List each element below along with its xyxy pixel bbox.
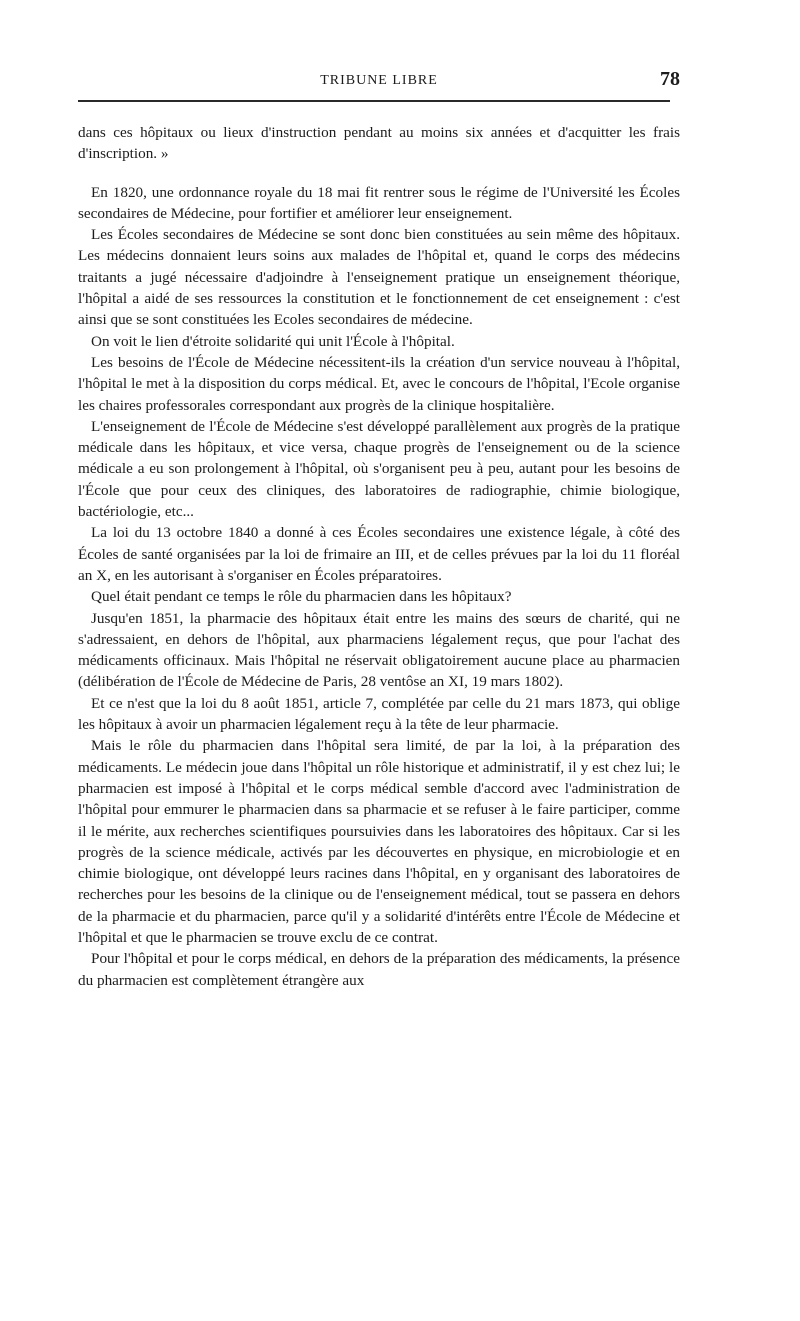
paragraph: Et ce n'est que la loi du 8 août 1851, article 7, complétée par celle du 21 mars 1873, qui oblige les hôpitaux à avoir un pharmacien légalement reçu à la tête de leur pharmacie. (78, 694, 680, 734)
body-text (78, 122, 680, 991)
paragraph: Quel était pendant ce temps le rôle du pharmacien dans les hôpitaux? (91, 588, 512, 606)
page-header (78, 64, 680, 94)
paragraph: La loi du 13 octobre 1840 a donné à ces Écoles secondaires une existence légale, à côté des Écoles de santé organisées par la loi de frimaire an III, et de celles prévues par la loi du 11 floréal an X, en les autorisant à s'organiser en Écoles préparatoires. (78, 524, 680, 584)
paragraph: En 1820, une ordonnance royale du 18 mai fit rentrer sous le régime de l'Université les Écoles secondaires de Médecine, pour fortifier et améliorer leur enseignement. (78, 183, 680, 222)
paragraph: Jusqu'en 1851, la pharmacie des hôpitaux était entre les mains des sœurs de charité, qui ne s'adressaient, en dehors de l'hôpital, aux pharmaciens légalement reçus, que pour l'achat des médicaments officinaux. Mais l'hôpital ne réservait obligatoirement aucune place au pharmacien (délibération de l'École de Médecine de Paris, 28 ventôse an XI, 19 mars 1802). (78, 609, 680, 691)
document-page (78, 64, 680, 991)
paragraph: Mais le rôle du pharmacien dans l'hôpital sera limité, de par la loi, à la préparation des médicaments. Le médecin joue dans l'hôpital un rôle historique et administratif, il y est chez lui; le pharmacien est imposé à l'hôpital et le corps médical semble d'accord avec l'administration de l'hôpital pour emmurer le pharmacien dans sa pharmacie et se refuser à le faire participer, comme il le mérite, aux recherches scientifiques poursuivies dans les laboratoires des hôpitaux. Car si les progrès de la science médicale, activés par les découvertes en physique, en microbiologie et en chimie biologique, ont développé leurs racines dans l'hôpital, en y organisant des laboratoires de recherches pour les besoins de la clinique ou de l'enseignement médical, tout se passera en dehors de la pharmacie et du pharmacien, parce qu'il y a solidarité d'intérêts entre l'École de Médecine et l'hôpital et que le pharmacien se trouve exclu de ce contrat. (78, 737, 680, 946)
paragraph: Les besoins de l'École de Médecine nécessitent-ils la création d'un service nouveau à l'hôpital, l'hôpital le met à la disposition du corps médical. Et, avec le concours de l'hôpital, l'Ecole organise les chaires professorales correspondant aux progrès de la clinique hospitalière. (78, 353, 680, 414)
page-number: 78 (660, 68, 680, 90)
header-rule (78, 100, 670, 102)
paragraph: dans ces hôpitaux ou lieux d'instruction pendant au moins six années et d'acquitter les frais d'inscription. » (78, 124, 680, 163)
paragraph: L'enseignement de l'École de Médecine s'est développé parallèlement aux progrès de la pratique médicale dans les hôpitaux, et vice versa, chaque progrès de l'enseignement ou de la science médicale a eu son prolongement à l'hôpital, où s'organisent peu à peu, autant pour les besoins de l'École que pour ceux des cliniques, des laboratoires de radiographie, chimie biologique, bactériologie, etc... (78, 417, 680, 521)
running-title: TRIBUNE LIBRE (320, 73, 438, 88)
paragraph: Les Écoles secondaires de Médecine se sont donc bien constituées au sein même des hôpitaux. Les médecins donnaient leurs soins aux malades de l'hôpital et, quand le corps des médecins traitants a jugé nécessaire d'adjoindre à l'enseignement pratique un enseignement théorique, l'hôpital a aidé de ses ressources la constitution et le fonctionnement de cet enseignement : c'est ainsi que se sont constituées les Ecoles secondaires de médecine. (78, 226, 680, 329)
paragraph: Pour l'hôpital et pour le corps médical, en dehors de la préparation des médicaments, la présence du pharmacien est complètement étrangère aux (78, 950, 680, 989)
paragraph: On voit le lien d'étroite solidarité qui unit l'École à l'hôpital. (91, 332, 455, 350)
